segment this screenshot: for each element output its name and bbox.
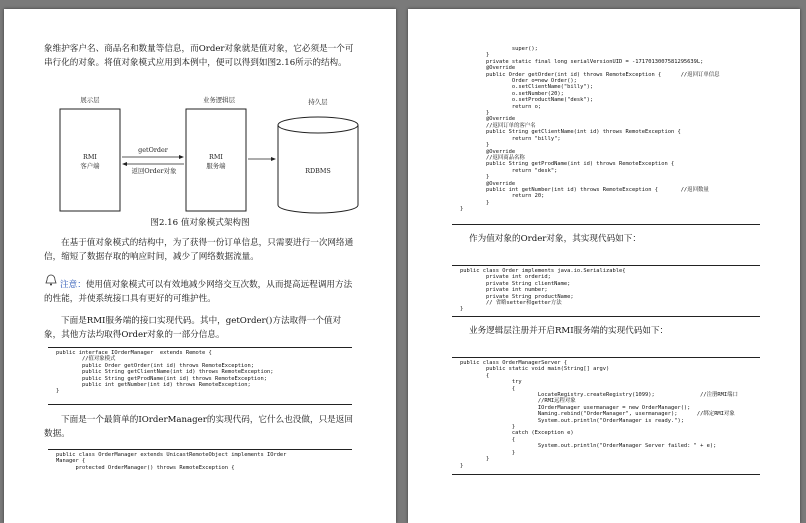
diagram-shapes — [4, 9, 396, 249]
code-rule-top-r3 — [452, 357, 760, 358]
code-rule-top — [48, 347, 352, 348]
figure-caption: 图2.16 值对象模式架构图 — [150, 218, 250, 228]
paragraph-implementation: 下面是一个最简单的IOrderManager的实现代码，它什么也没做，只是返回数据。 — [44, 415, 353, 439]
code-rule-bottom-r1 — [452, 224, 760, 225]
paragraph-value-object: 在基于值对象模式的结构中，为了获得一份订单信息，只需要进行一次网络通信，缩短了数据存取的响应时间，减少了网络数据流量。 — [44, 238, 354, 262]
paragraph-server-register: 业务逻辑层注册并开启RMI服务端的实现代码如下： — [469, 326, 669, 336]
code-block-order-class: public class Order implements java.io.Serializable{ private int orderid; private String clientName; private int number; private String productName; // 省略setter和getter方法 } — [460, 268, 626, 313]
presentation-layer-label: 展示层 — [80, 96, 100, 104]
code-rule-top-2 — [48, 449, 352, 450]
code-block-interface: public interface IOrderManager extends Remote { //值对象模式 public Order getOrder(int id) throws RemoteException; public String getClientName(int id) throws RemoteException; public String getProdName(int id) throws RemoteException; public int getNumber(int id) throws RemoteException; } — [56, 350, 274, 395]
note-text: 使用值对象模式可以有效地减少网络交互次数，从而提高远程调用方法的性能，并使系统接口具有更好的可维护性。 — [44, 280, 353, 304]
code-rule-bottom-r3 — [452, 474, 760, 475]
architecture-diagram — [4, 9, 396, 249]
note-paragraph — [44, 279, 356, 306]
note-label: 注意： — [60, 280, 86, 290]
code-rule-top-r2 — [452, 265, 760, 266]
persistence-layer-label: 持久层 — [308, 98, 328, 106]
code-rule-bottom — [48, 404, 352, 405]
rmi-server-label: RMI 服务端 — [206, 153, 226, 170]
rdbms-label: RDBMS — [305, 167, 331, 175]
paragraph-interface: 下面是RMI服务端的接口实现代码。其中，getOrder()方法取得一个值对象，其他方法均取得Order对象的一部分信息。 — [44, 316, 342, 340]
return-order-label: 返回Order对象 — [131, 167, 177, 175]
get-order-label: getOrder — [138, 146, 168, 154]
right-page — [408, 9, 800, 523]
business-layer-label: 业务逻辑层 — [203, 96, 235, 104]
rmi-client-label: RMI 客户端 — [80, 153, 100, 170]
paragraph-intro: 象维护客户名、商品名和数量等信息，而Order对象就是值对象，它必须是一个可串行化的对象。将值对象模式应用到本例中，便可以得到如图2.16所示的结构。 — [44, 44, 354, 68]
code-rule-bottom-r2 — [452, 316, 760, 317]
code-block-server-main: public class OrderManagerServer { public static void main(String[] argv) { try { LocateRegistry.createRegistry(1099); //注册RMI端口 //RMI远程对象 IOrderManager usermanager = new OrderManager(); Naming.rebind("OrderManager", usermanager); //绑定RMI对象 System.out.println("OrderManager is ready."); } catch (Exception e) { System.out.println("OrderManager Server failed: " + e); } } } — [460, 360, 738, 469]
code-block-ordermanager-start: public class OrderManager extends UnicastRemoteObject implements IOrder Manager { protected OrderManager() throws RemoteException { — [56, 452, 287, 471]
code-block-ordermanager-rest: super(); } private static final long serialVersionUID = -1717013007581295639L; @Override public Order getOrder(int id) throws RemoteException { //返回订单信息 Order o=new Order(); o.setClientName("billy"); o.setNumber(20); o.setProductName("desk"); return o; } @Override //返回订单的客户名 public String getClientName(int id) throws RemoteException { return "billy"; } @Override //返回商品名称 public String getProdName(int id) throws RemoteException { return "desk"; } @Override public int getNumber(int id) throws RemoteException { //返回数量 return 20; } } — [460, 46, 720, 213]
paragraph-order-object: 作为值对象的Order对象，其实现代码如下： — [469, 234, 641, 244]
left-page — [4, 9, 396, 523]
